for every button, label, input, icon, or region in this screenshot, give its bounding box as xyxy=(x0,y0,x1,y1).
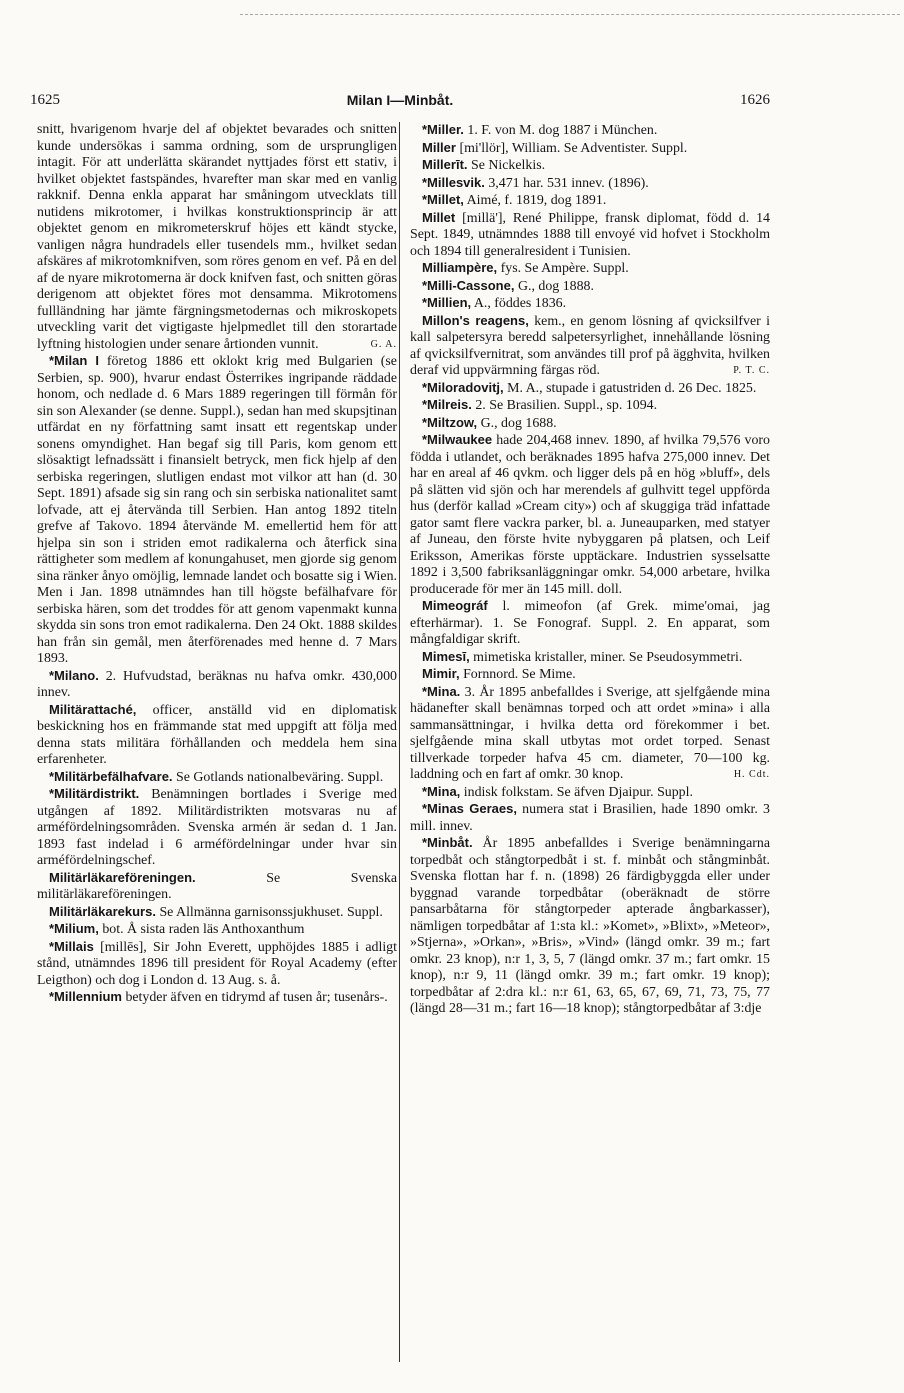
entry-text: officer, anställd vid en diplomatisk beskickning hos en främmande stat med uppgift att följa med denna stats militära förhållanden och meddela hem sina erfarenheter. xyxy=(37,702,397,767)
entry-text: Se Nickelkis. xyxy=(471,158,546,173)
right-page-number: 1626 xyxy=(740,92,770,108)
entry xyxy=(37,870,397,904)
entry xyxy=(410,278,770,296)
entry xyxy=(410,598,770,649)
entry-text: 1. F. von M. dog 1887 i München. xyxy=(467,123,658,138)
entry-headword: *Mina, xyxy=(422,783,461,799)
entry-text: indisk folkstam. Se äfven Djaipur. Suppl. xyxy=(463,784,693,800)
author-signature: H. Cdt. xyxy=(733,769,770,780)
entry-headword: Millon's reagens, xyxy=(422,312,529,328)
entry-text: hade 204,468 innev. 1890, af hvilka 79,576 voro födda i utlandet, och beräknades 1895 hafva 275,000 innev. Det har en areal af 46 qvkm. och ligger dels på en hög »bluff», dels på slätten vid sjön och har merendels af gulhvitt tegel uppförda hus (derför kallad »Cream city») och af skuggiga träd infattade gator samt flere vackra parker, bl. a. Juneauparken, med statyer af Juneau, den förste hvite nybyggaren på platsen, och Leif Eriksson, Amerikas förste upptäckare. Industrien sysselsatte 1892 i 3,500 fabriksanläggningar omkr. 54,000 arbetare, hvilka producerade för mer än 145 mill. doll. xyxy=(410,433,770,597)
entry xyxy=(410,210,770,261)
entry xyxy=(410,295,770,313)
entry-headword: *Miller. xyxy=(422,122,464,137)
entry-headword: *Minbåt. xyxy=(422,835,473,850)
entry-text: snitt, hvarigenom hvarje del af objektet bevarades och snitten kunde undersökas i samma ordning, som de ursprungligen intagit. För att underlätta skärandet nyttjades först ett stativ, i hvilket objektet fastspändes, hvarefter man skar med en vanlig rakknif. Denna enkla apparat har småningom utvecklats till nutidens mikrotomer, i hvilkas konstruktionsprincip är att objektet genom en mikrometerskruf höjes ett kändt stycke, vanligen några hundradels eller tusendels mm., hvilket sedan afskäres af mikrotomknifven, som röres genom en vef. På en del af de nyare mikrotomerna är dock knifven fast, och snitten göras derigenom att objektet föres mot densamma. Mikrotomens fullländning har jämte färgningsmetodernas och mikroskopets utveckling varit det vigtigaste hjelpmedlet till den storartade lyftning histologien under senare årtionden vunnit. xyxy=(37,122,397,352)
entry-text: A., föddes 1836. xyxy=(473,296,567,311)
entry xyxy=(410,380,770,398)
entry xyxy=(37,786,397,870)
entry xyxy=(410,157,770,175)
entry xyxy=(37,939,397,990)
entry-headword: Millerīt. xyxy=(422,157,468,172)
entry xyxy=(37,702,397,769)
entry-text: bot. Å sista raden läs Anthoxanthum xyxy=(102,922,305,937)
entry-headword: *Millais xyxy=(49,938,94,954)
entry xyxy=(410,260,770,278)
entry xyxy=(37,989,397,1007)
entry-headword: Millet xyxy=(422,209,456,225)
entry-headword: *Milli-Cassone, xyxy=(422,277,515,293)
entry xyxy=(410,432,770,598)
entry-text: Fornnord. Se Mime. xyxy=(463,667,576,682)
entry-headword: *Minas Geraes, xyxy=(422,801,517,816)
entry xyxy=(410,684,770,784)
left-column xyxy=(37,122,397,1007)
entry-headword: Miller xyxy=(422,139,456,155)
entry xyxy=(410,801,770,835)
entry-text: Benämningen bortlades i Sverige med utgången af 1892. Militärdistrikten motsvaras nu af arméfördelningsområden. Svenska armén är sedan d. 1 Jan. 1893 fast indelad i 6 arméfördelningar under hvar sin arméfördelningschef. xyxy=(37,787,397,868)
page-header xyxy=(30,92,770,116)
entry-headword: *Mina. xyxy=(422,683,461,699)
entry-text: l. mimeofon (af Grek. mime'omai, jag efterhärmar). 1. Se Fonograf. Suppl. 2. En apparat, som mångfaldigar skrift. xyxy=(410,599,770,647)
entry-headword: *Millien, xyxy=(422,295,472,310)
top-rule xyxy=(240,14,900,15)
entry-headword: *Millet, xyxy=(422,192,464,207)
entry-headword: Militärläkarekurs. xyxy=(49,903,156,919)
entry-text: [mi'llör], William. Se Adventister. Suppl. xyxy=(459,140,688,156)
entry-text: 3,471 har. 531 innev. (1896). xyxy=(488,175,649,191)
entry-text: 2. Hufvudstad, beräknas nu hafva omkr. 430,000 innev. xyxy=(37,668,397,700)
entry-headword: *Miloradovitj, xyxy=(422,379,504,395)
entry-text: kem., en genom lösning af qvicksilfver i kall salpetersyra beredd salpetersyrlighet, innehållande lösning af qvicksilfvernitrat, som användes till prof på ägghvita, hvilken deraf vid uppvärmning färgas röd. xyxy=(410,313,771,378)
entry-text: 3. År 1895 anbefalldes i Sverige, att sjelfgående mina hädanefter skall benämnas torped och att ordet »mina» i alla sammansättningar, i hvilka detta ord förekommer i bet. sjelfgående mina skall utbytas mot ordet torped. Senast tillverkade torpeder hafva 45 cm. diameter, 70—100 kg. laddning och en fart af omkr. 30 knop. xyxy=(410,684,770,782)
entry xyxy=(410,415,770,433)
entry-headword: *Milano. xyxy=(49,667,99,683)
entry-headword: *Militärdistrikt. xyxy=(49,786,140,801)
entry-headword: *Millennium xyxy=(49,989,122,1004)
entry-text: 2. Se Brasilien. Suppl., sp. 1094. xyxy=(475,398,658,413)
entry xyxy=(410,175,770,193)
entry xyxy=(37,921,397,939)
entry-text: betyder äfven en tidrymd af tusen år; tusenårs-. xyxy=(125,990,388,1005)
entry-text: Se Allmänna garnisonssjukhuset. Suppl. xyxy=(159,904,383,920)
entry xyxy=(37,904,397,922)
running-title: Milan I—Minbåt. xyxy=(346,92,454,108)
entry-headword: Mimeográf xyxy=(422,598,488,613)
entry-headword: Milliampère, xyxy=(422,260,498,275)
entry-text: [millēs], Sir John Everett, upphöjdes 1885 i adligt stånd, utnämndes 1896 till president för Royal Academy (efter Leigthon) och dog i London d. 13 Aug. s. å. xyxy=(37,939,397,988)
entry xyxy=(410,835,770,1018)
entry-text: företog 1886 ett oklokt krig med Bulgarien (se Serbien, sp. 900), hvarur endast Österrikes ingripande räddade honom, och nedlade d. 6 Mars 1889 regeringen till förmån för sin son Alexander (se denne. Suppl.), sedan han med skupsjtinan utfärdat en ny författning samt insatt ett regentskap under sonens omyndighet. Han begaf sig till Paris, kom genom ett slösaktigt lefnadssätt i finansielt betryck, men fick hjelp af den serbiska regeringen, slutligen endast mot vilkor att han (d. 30 Sept. 1891) afsade sig sin rang och sin serbiska nationalitet samt lofvade, att ej återvända till Serbien. Han antog 1892 titeln grefve af Takovo. 1894 återvände M. emellertid hem för att hjelpa sin son i striden emot radikalerna och återfick sina rättigheter som medlem af konungahuset, men gjorde sig genom sina ränker ånyo omöjlig, lemnade landet och bosatte sig i Wien. Men i Jan. 1898 utnämndes han till högste befälhafvare för serbiska hären, som det troddes för att genom vapenmakt kunna skydda sin sons tron emot radikalerna. Den 24 Okt. 1888 skildes han från sin gemål, men återförenades med henne d. 7 Mars 1893. xyxy=(37,354,397,666)
entry xyxy=(410,397,770,415)
entry xyxy=(410,140,770,158)
entry-headword: Militärläkareföreningen. xyxy=(49,869,196,885)
entry xyxy=(37,769,397,787)
entry-text: fys. Se Ampère. Suppl. xyxy=(500,261,629,276)
entry-headword: Mimesī, xyxy=(422,648,470,664)
entry xyxy=(410,313,770,380)
entry xyxy=(410,122,770,140)
entry-headword: *Millesvik. xyxy=(422,174,485,190)
entry-headword: *Milan I xyxy=(49,353,99,368)
entry-text: Aimé, f. 1819, dog 1891. xyxy=(466,193,607,208)
entry-headword: *Militärbefälhafvare. xyxy=(49,768,173,784)
author-signature: G. A. xyxy=(370,338,397,350)
entry-headword: *Milium, xyxy=(49,921,99,936)
entry xyxy=(410,784,770,802)
entry-headword: Mimir, xyxy=(422,666,460,681)
entry-headword: *Miltzow, xyxy=(422,414,478,430)
entry-text: År 1895 anbefalldes i Sverige benämningarna torpedbåt och stångtorpedbåt i st. f. minbåt och stångminbåt. Svenska flottan har f. n. (1898) 26 färdigbyggda eller under byggnad varande torpedbåtar (oberäknadt de större pansarbåtarna för stångtorpeder apterade ångbarkasser), nämligen torpedbåtar af 1:sta kl.: »Komet», »Blixt», »Meteor», »Stjerna», »Orkan», »Bris», »Vind» (längd omkr. 39 m.; fart omkr. 23 knop), n:r 1, 3, 5, 7 (längd omkr. 37 m.; fart omkr. 15 knop), n:r 9, 11 (längd omkr. 39 m.; fart omkr. 19 knop); torpedbåtar af 2:dra kl.: n:r 61, 63, 65, 67, 69, 71, 73, 75, 77 (längd 28—31 m.; fart 16—18 knop); stångtorpedbåtar af 3:dje xyxy=(410,836,770,1016)
entry-headword: *Milreis. xyxy=(422,397,472,412)
entry-headword: *Milwaukee xyxy=(422,432,493,447)
entry-text: G., dog 1688. xyxy=(480,415,557,431)
entry xyxy=(37,353,397,668)
author-signature: P. T. C. xyxy=(733,365,770,376)
entry xyxy=(410,666,770,684)
entry-headword: Militärattaché, xyxy=(49,701,137,717)
entry-text: Se Gotlands nationalbeväring. Suppl. xyxy=(176,769,384,785)
entry xyxy=(410,649,770,667)
entry-text: M. A., stupade i gatustriden d. 26 Dec. 1825. xyxy=(507,380,757,396)
entry xyxy=(37,122,397,353)
entry-text: G., dog 1888. xyxy=(517,278,594,294)
entry-text: numera stat i Brasilien, hade 1890 omkr. 3 mill. innev. xyxy=(410,802,770,834)
entry xyxy=(37,668,397,702)
entry xyxy=(410,192,770,210)
column-divider xyxy=(399,122,400,1362)
entry-text: Se Svenska militärläkareföreningen. xyxy=(37,870,397,902)
right-column xyxy=(410,122,770,1018)
entry-text: [millä'], René Philippe, fransk diplomat, född d. 14 Sept. 1849, utnämndes 1888 till envoyé vid hofvet i Stockholm och 1894 till generalresident i Tunisien. xyxy=(410,210,770,259)
entry-text: mimetiska kristaller, miner. Se Pseudosymmetri. xyxy=(473,649,743,665)
left-page-number: 1625 xyxy=(30,92,60,108)
